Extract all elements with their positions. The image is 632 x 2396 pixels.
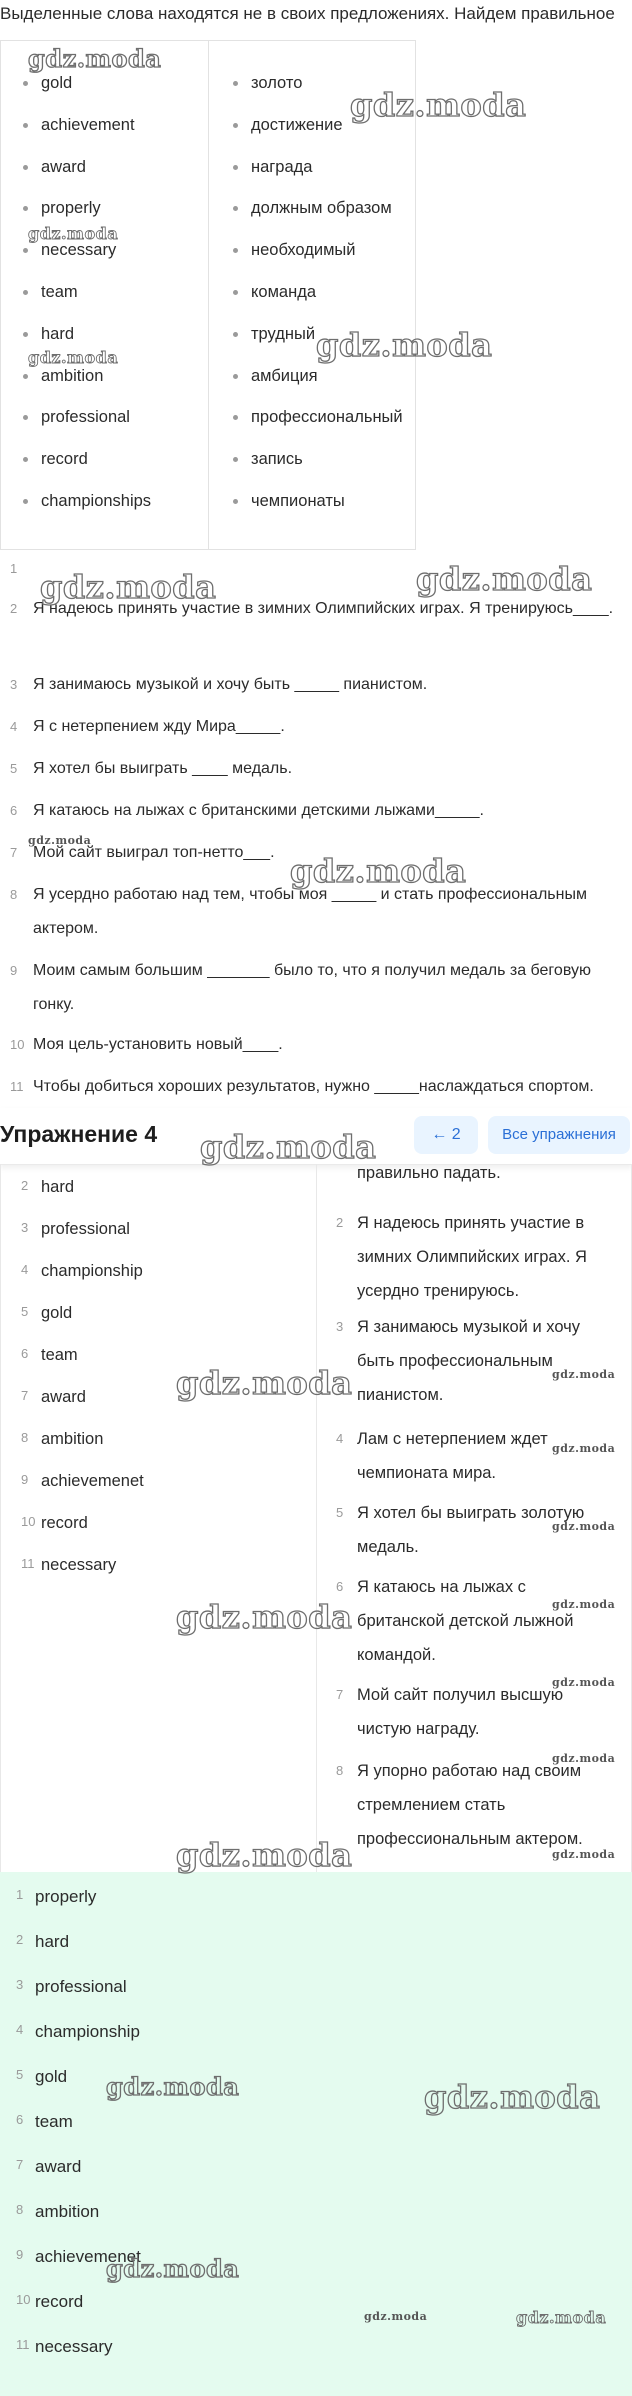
list-item: ambition (21, 334, 151, 376)
list-item: record (21, 417, 151, 459)
list-item: 8 Я усердно работаю над тем, чтобы моя _____ и стать профессиональным актером. (10, 886, 587, 937)
list-item: 6 Я катаюсь на лыжах с британскими детскими лыжами_____. (10, 802, 484, 819)
list-item: 8 Я упорно работаю над своим стремлением стать профессиональным актером. (336, 1762, 583, 1848)
list-item: 4 Лам с нетерпением ждет чемпионата мира. (336, 1430, 548, 1482)
watermark: gdz.moda (316, 326, 493, 364)
watermark: gdz.moda (40, 568, 217, 606)
list-item: команда (231, 250, 403, 292)
list-item: 11 Чтобы добиться хороших результатов, нужно _____наслаждаться спортом. (10, 1078, 594, 1095)
watermark: gdz.moda (552, 1676, 616, 1689)
watermark: gdz.moda (200, 1128, 377, 1166)
table-divider (208, 41, 209, 549)
watermark: gdz.moda (106, 2072, 240, 2101)
watermark: gdz.moda (516, 2308, 607, 2327)
intro-text: Выделенные слова находятся не в своих предложениях. Найдем правильное (0, 4, 615, 23)
watermark: gdz.moda (552, 1520, 616, 1533)
list-item: team (21, 250, 151, 292)
watermark: gdz.moda (364, 2310, 428, 2323)
list-item: 4 Я с нетерпением жду Мира_____. (10, 718, 285, 735)
english-word-list (21, 41, 152, 510)
list-item: золото (231, 41, 403, 83)
list-item: necessary (21, 208, 151, 250)
bullet-icon (23, 499, 28, 504)
watermark: gdz.moda (416, 560, 593, 598)
list-item: championships (21, 459, 151, 501)
watermark: gdz.moda (176, 1836, 353, 1874)
list-item: achievement (21, 83, 151, 125)
list-item: 7 Мой сайт получил высшую чистую награду. (336, 1686, 564, 1738)
list-item: запись (231, 417, 403, 459)
watermark: gdz.moda (106, 2254, 240, 2283)
list-item: 7 Мой сайт выиграл топ-нетто___. (10, 844, 275, 861)
watermark: gdz.moda (176, 1364, 353, 1402)
watermark: gdz.moda (28, 834, 92, 847)
watermark: gdz.moda (28, 44, 162, 73)
watermark: gdz.moda (424, 2078, 601, 2116)
list-item: 3 Я занимаюсь музыкой и хочу быть профессиональным пианистом. (336, 1318, 581, 1404)
list-item: необходимый (231, 208, 403, 250)
list-item: награда (231, 125, 403, 167)
list-item: профессиональный (231, 375, 403, 417)
watermark: gdz.moda (552, 1442, 616, 1455)
list-item: properly (21, 166, 151, 208)
watermark: gdz.moda (350, 86, 527, 124)
list-item: 3 Я занимаюсь музыкой и хочу быть _____ пианистом. (10, 676, 428, 693)
list-item: 5 Я хотел бы выиграть ____ медаль. (10, 760, 293, 777)
all-exercises-button[interactable]: Все упражнения (488, 1116, 630, 1154)
watermark: gdz.moda (552, 1598, 616, 1611)
bullet-icon (233, 499, 238, 504)
prev-exercise-button[interactable]: ← 2 (414, 1116, 478, 1154)
watermark: gdz.moda (552, 1848, 616, 1861)
list-item: 9 Моим самым большим _______ было то, что я получил медаль за беговую гонку. (10, 962, 591, 1013)
watermark: gdz.moda (28, 348, 119, 367)
list-item: 5 Я хотел бы выиграть золотую медаль. (336, 1504, 585, 1556)
exercise-title: Упражнение 4 (0, 1121, 158, 1147)
watermark: gdz.moda (552, 1368, 616, 1381)
list-item: gold (21, 41, 151, 83)
list-item: hard (21, 292, 151, 334)
answer-table: 2 hard 3 professional 4 championship 5 gold 6 team 7 award 8 ambition 9 achievemenet 10 record 11 necessary правильно падать. 2 Я надеюсь принять участие в зимних Олимпийских играх. Я усердно тренируюсь. 3 Я занимаюсь музыкой и хочу быть профессиональным пианистом. 4 Лам с нетерпением ждет чемпионата мира. 5 Я хотел бы выиграть золотую медаль. 6 Я катаюсь на лыжах с британской детской лыжной командой. 7 Мой сайт получил высшую чистую награду. 8 Я упорно работаю над своим стремлением стать профессиональным актером. (0, 1164, 632, 1872)
answer-box: 1 properly 2 hard 3 professional 4 championship 5 gold 6 team 7 award 8 ambition 9 achievemenet 10 record 11 necessary (0, 1872, 632, 2396)
list-item: амбиция (231, 334, 403, 376)
list-item: 2 Я надеюсь принять участие в зимних Олимпийских играх. Я усердно тренируюсь. (336, 1214, 587, 1300)
list-item: 6 Я катаюсь на лыжах с британской детской лыжной командой. (336, 1578, 574, 1664)
list-item: трудный (231, 292, 403, 334)
list-item: должным образом (231, 166, 403, 208)
list-item: правильно падать. (357, 1164, 501, 1182)
watermark: gdz.moda (28, 224, 119, 243)
list-item: достижение (231, 83, 403, 125)
list-item: professional (21, 375, 151, 417)
list-item: 2 Я надеюсь принять участие в зимних Олимпийских играх. Я тренируюсь____. (10, 600, 614, 617)
list-item: чемпионаты (231, 459, 403, 501)
watermark: gdz.moda (552, 1752, 616, 1765)
list-item: award (21, 125, 151, 167)
watermark: gdz.moda (290, 852, 467, 890)
list-item: 10 Моя цель-установить новый____. (10, 1036, 283, 1053)
watermark: gdz.moda (176, 1598, 353, 1636)
